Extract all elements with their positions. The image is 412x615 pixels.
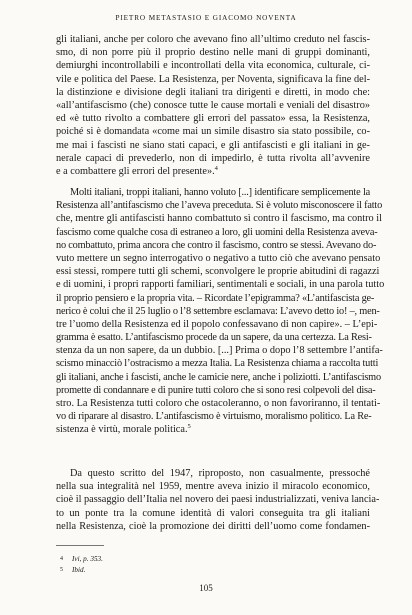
footnote-divider [56,545,104,546]
text-line: la distinzione e divisione degli italiani tra dirigenti e diretti, in modo che: [56,86,370,98]
text-line: ed «è tutto rivolto a combattere gli errori del passato» essa, la Resistenza, [56,113,370,125]
text-line: scismo minacciò l’ostracismo a mezza Italia. La Resistenza chiama a raccolta tutti [56,358,379,370]
text-line: nella sua integralità nel 1959, mentre aveva inizio il miracolo economico, [56,481,370,493]
text-line: tre l’uomo della Resistenza ed il popolo confessavano di non capire». – L’epi- [56,318,378,330]
text-line: Da questo scritto del 1947, riproposto, non casualmente, pressoché [70,468,370,479]
block-quote [56,186,385,437]
footnote [60,554,360,565]
text-line: stro. La Resistenza tutti coloro che ostacoleranno, o non favoriranno, il tentati- [56,398,381,409]
text-line-last [56,423,370,436]
text-line: Molti italiani, troppi italiani, hanno voluto [...] identificare semplicemente la [70,187,370,198]
text-line: gli italiani, anche per coloro che avevano fino all’ultimo creduto nel fascis- [56,34,370,45]
page-number: 105 [199,583,213,593]
text-line-last [56,165,370,178]
footnote-ref: 5 [187,423,191,431]
text-line: vuto mettere un segno interrogativo o negativo a tutto ciò che avevano pensato [56,252,381,264]
text-line: promette di condannare e di punire tutti coloro che si sono resi colpevoli del disa- [56,384,376,396]
text-line: nella Resistenza, cioè la promozione dei diritti dell’uomo come fondamen- [56,520,370,532]
text-line: no combattuto, prima ancora che contro il fascismo, contro se stessi. Avevano do- [56,239,377,251]
text-line: gramma è esatto. L’antifascismo procede da un sapere, da una certezza. La Resi- [56,332,372,344]
text-line: Resistenza all’antifascismo che l’aveva preceduta. Si è voluto misconoscere il fatto [56,200,383,212]
footnote-text: Ivi, p. 353. [72,555,103,563]
text-line: me mai i fascisti ne siano stati capaci, e gli antifascisti e gli italiani in ge- [56,139,370,151]
text-line: stenza da un non sapere, da un dubbio. [...] Prima o dopo l’8 settembre l’antifa- [56,345,383,357]
text-line: to un ponte tra la comune identità di valori conseguita tra gli italiani [56,507,370,519]
footnote-number: 4 [60,556,63,562]
text-line: essi stessi, rompere tutti gli schemi, sconvolgere le proprie abitudini di ragazzi [56,266,380,278]
text-line-content: e a combattere gli errori del presente». [56,165,215,177]
text-line: nerale capaci di prevederlo, non di impedirlo, è tutta rivolta all’avvenire [56,152,370,164]
text-line: che, mentre gli antifascisti hanno combattuto sì contro il fascismo, ma contro il [56,213,382,225]
text-line: gli italiani, anche i fascisti, anche le camicie nere, anche i poliziotti. L’antifascismo [56,371,381,383]
footnote-ref: 4 [214,164,218,172]
footnote [60,565,360,576]
text-line: cioè il passaggio dell’Italia nel novero dei paesi industrializzati, veniva lancia- [56,494,380,506]
text-line: vile e politica del Paese. La Resistenza, per Noventa, significava la fine del- [56,73,370,85]
footnote-text: Ibid. [72,566,86,574]
text-line: vo di riparare al disastro. L’antifascismo è virtuismo, moralismo politico. La Re- [56,411,372,423]
text-line: «all’antifascismo (che) conosce tutte le cause mortali e veniali del disastro» [56,99,370,111]
paragraph-1 [56,33,370,178]
running-head: PIETRO METASTASIO E GIACOMO NOVENTA [115,14,297,22]
text-line-content: sistenza è virtù, morale politica. [56,424,188,436]
footnotes [60,554,360,576]
text-line: demiurghi incontrollabili e incontrollati della vita economica, culturale, ci- [56,60,370,72]
footnote-number: 5 [60,567,63,573]
text-line: nerico è colui che il 25 luglio o l’8 settembre esclamava: L’avevo detto io! –, men- [56,305,380,317]
text-line: il proprio pensiero e la propria vita. – Ricordate l’epigramma? «L’antifascista ge- [56,292,375,304]
paragraph-3 [56,467,380,533]
text-line: poiché si è domandata «come mai un simile disastro sia stato possibile, co- [56,126,370,138]
text-line: e di uomini, i propri rapporti familiari, sentimentali e sociali, in una parola tutto [56,279,385,291]
text-line: smo, di non porre più il proprio destino nelle mani di gruppi dominanti, [56,47,370,59]
text-line: fascismo come qualche cosa di estraneo a loro, gli uomini della Resistenza aveva- [56,226,378,238]
